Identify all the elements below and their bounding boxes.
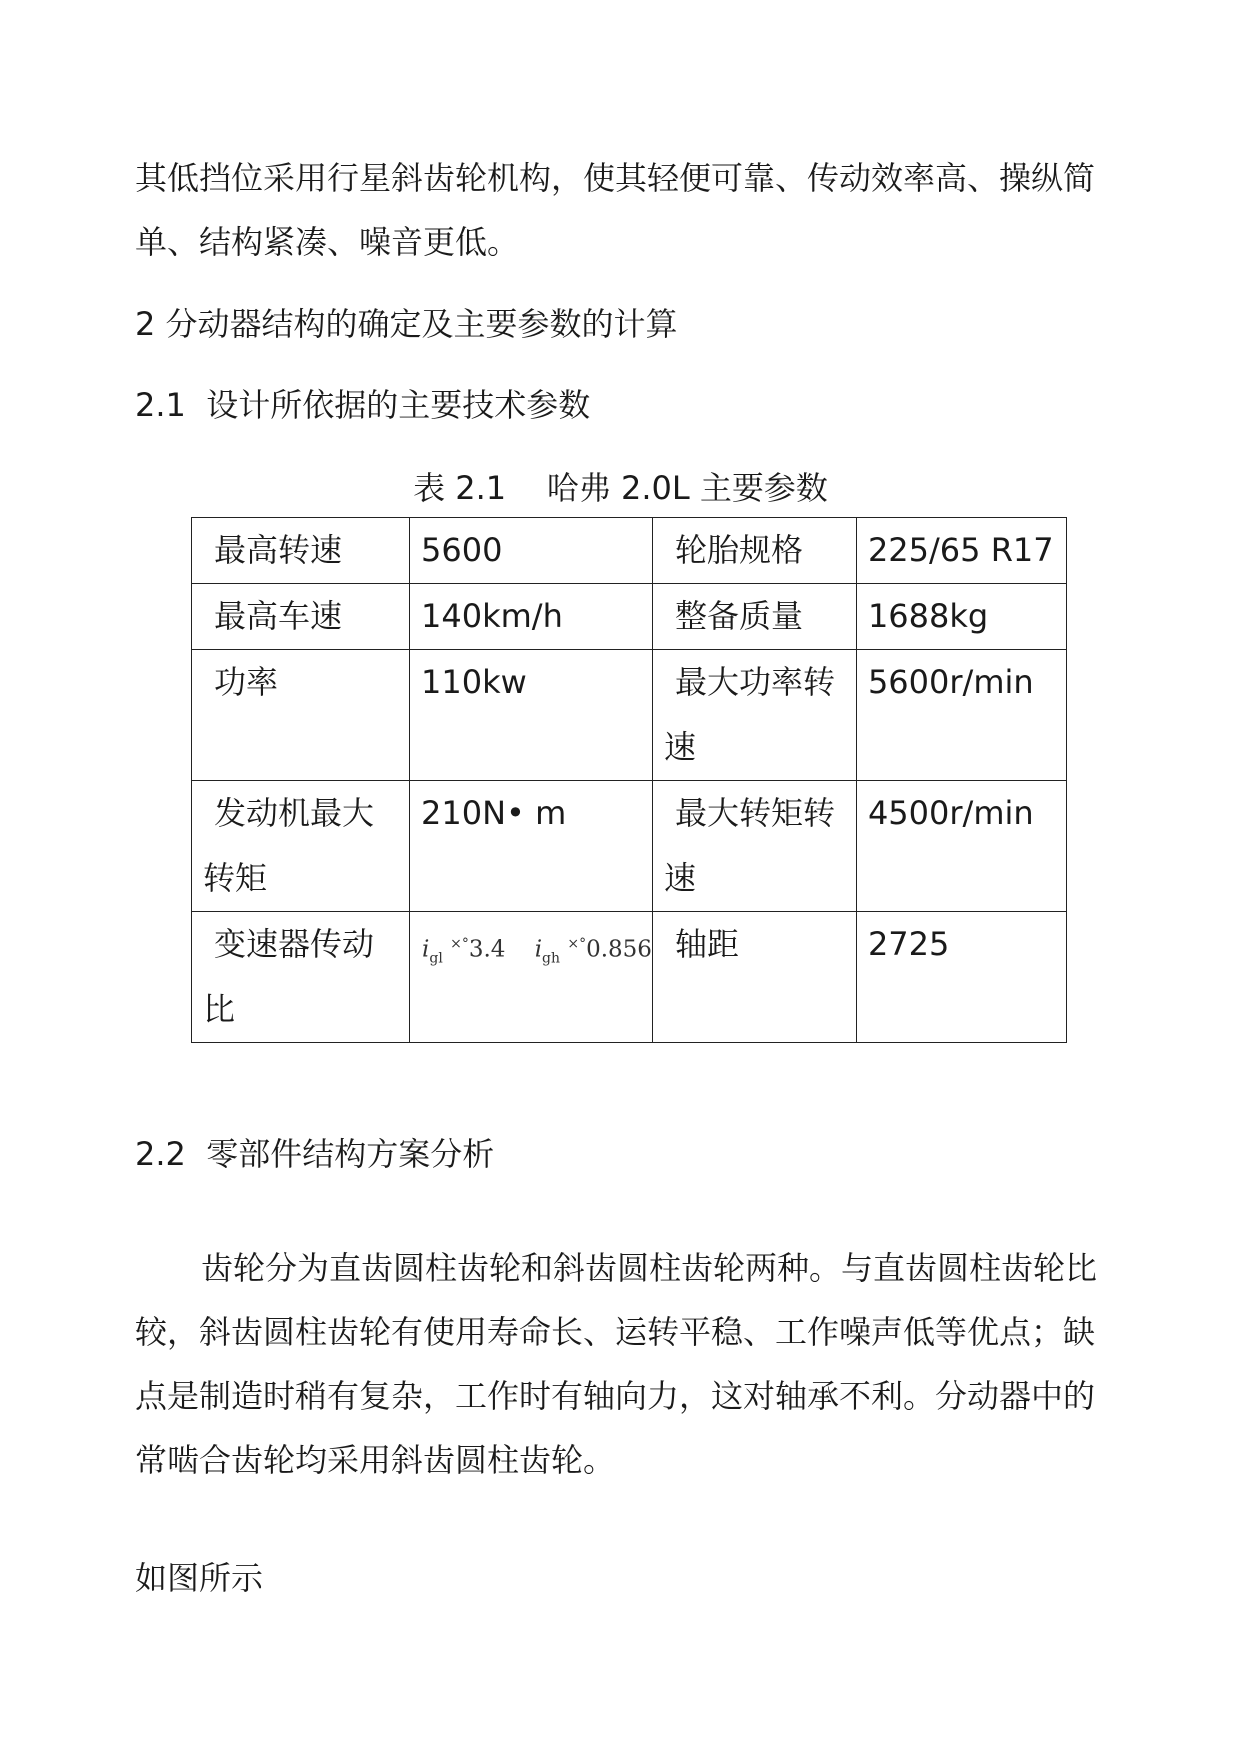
paragraph-line: 较，斜齿圆柱齿轮有使用寿命长、运转平稳、工作噪声低等优点；缺 bbox=[135, 1313, 1096, 1351]
table-caption: 表 2.1 哈弗 2.0L 主要参数 bbox=[413, 469, 828, 507]
table-cell: 轮胎规格 bbox=[674, 531, 803, 569]
table-cell: 4500r/min bbox=[867, 794, 1034, 832]
table-cell: 最高转速 bbox=[214, 531, 343, 569]
table-cell: 210N• m bbox=[421, 794, 567, 832]
table-cell: 轴距 bbox=[674, 925, 739, 963]
table-row bbox=[192, 912, 1067, 1043]
table-cell: 1688kg bbox=[867, 597, 989, 635]
table-row bbox=[192, 584, 1067, 650]
table-cell: 最高车速 bbox=[214, 597, 343, 635]
gear-ratio-formula: $i_{gl}$ ×°3.4 $i_{gh}$ ×°0.856 bbox=[422, 936, 652, 967]
paragraph-line: 齿轮分为直齿圆柱齿轮和斜齿圆柱齿轮两种。与直齿圆柱齿轮比 bbox=[201, 1249, 1098, 1287]
paragraph-line: 其低挡位采用行星斜齿轮机构，使其轻便可靠、传动效率高、操纵简 bbox=[135, 159, 1096, 197]
section-heading-2-1: 2.1 设计所依据的主要技术参数 bbox=[135, 386, 591, 424]
table-cell: 发动机最大 转矩 bbox=[203, 794, 375, 897]
paragraph-line: 常啮合齿轮均采用斜齿圆柱齿轮。 bbox=[135, 1441, 616, 1479]
paragraph-line: 单、结构紧凑、噪音更低。 bbox=[135, 223, 520, 261]
table-cell: 最大转矩转 速 bbox=[663, 794, 835, 897]
table-cell: 110kw bbox=[421, 663, 527, 701]
table-cell: 整备质量 bbox=[674, 597, 803, 635]
table-row bbox=[192, 781, 1067, 912]
parameters-table bbox=[191, 517, 1067, 1043]
section-heading-2: 2 分动器结构的确定及主要参数的计算 bbox=[135, 305, 678, 343]
table-row bbox=[192, 518, 1067, 584]
table-row bbox=[192, 650, 1067, 781]
table-cell: 5600r/min bbox=[867, 663, 1034, 701]
section-heading-2-2: 2.2 零部件结构方案分析 bbox=[135, 1135, 495, 1173]
figure-reference: 如图所示 bbox=[135, 1559, 264, 1597]
table-cell: 功率 bbox=[214, 663, 279, 701]
table-cell: 最大功率转 速 bbox=[663, 663, 835, 766]
table-cell: 5600 bbox=[421, 531, 503, 569]
table-cell: 140km/h bbox=[421, 597, 563, 635]
table-cell: 2725 bbox=[867, 925, 950, 963]
table-cell: 225/65 R17 bbox=[867, 531, 1054, 569]
paragraph-line: 点是制造时稍有复杂，工作时有轴向力，这对轴承不利。分动器中的 bbox=[135, 1377, 1096, 1415]
table-cell: 变速器传动 比 bbox=[203, 925, 375, 1028]
